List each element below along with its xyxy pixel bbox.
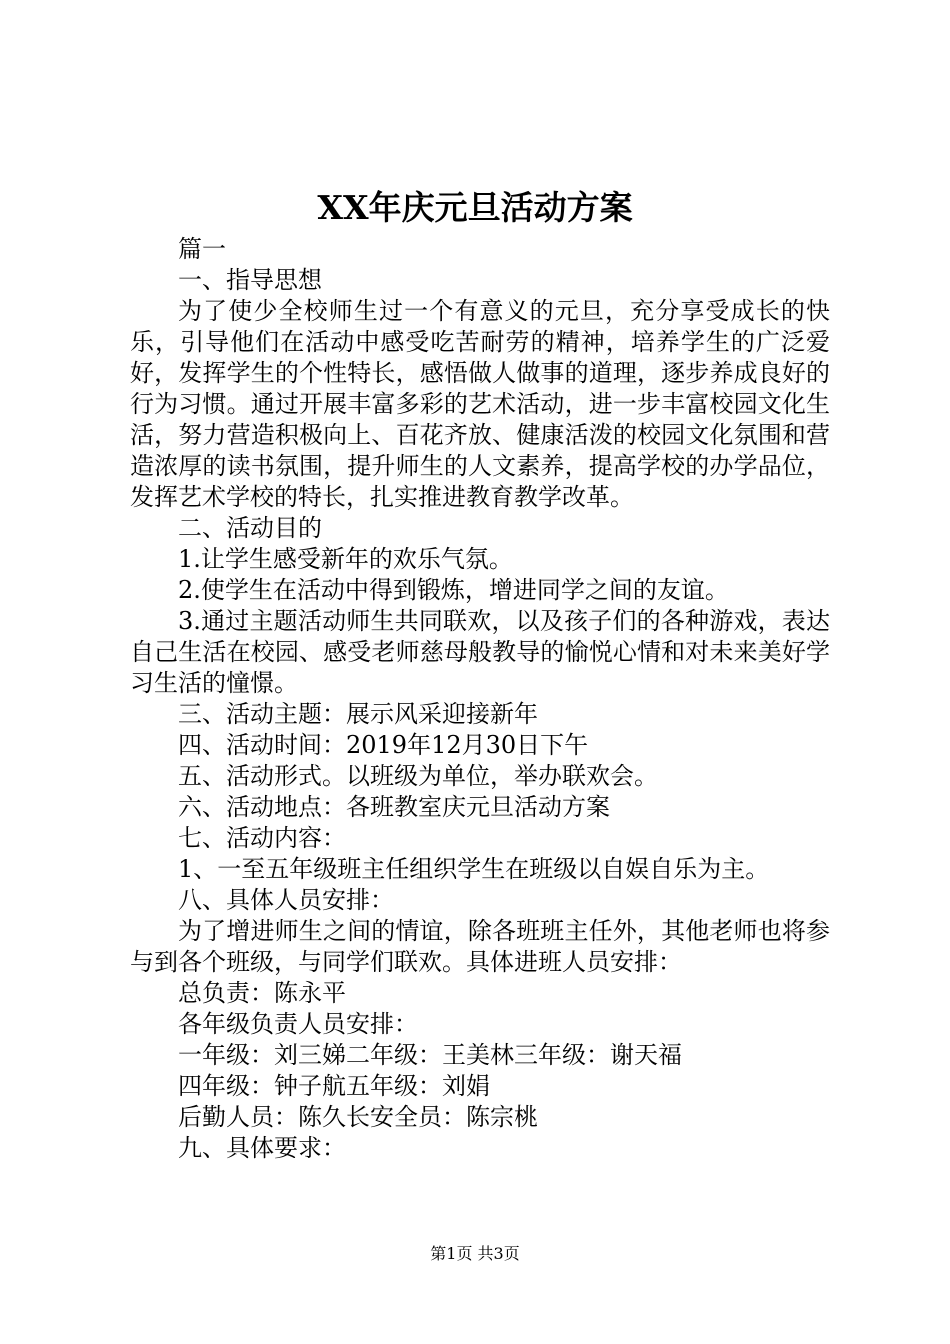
section-heading: 九、具体要求： [178,1134,346,1162]
page-number: 第1页 共3页 [430,1244,520,1263]
section-heading: 五、活动形式。以班级为单位，举办联欢会。 [178,762,658,790]
list-item: 一年级：刘三娣二年级：王美林三年级：谢天福 [178,1041,682,1069]
section-label: 篇一 [178,235,226,263]
body-paragraph: 为了增进师生之间的情谊，除各班班主任外，其他老师也将参与到各个班级，与同学们联欢。具体进班人员安排： [130,917,830,976]
section-heading: 二、活动目的 [178,514,322,542]
document-title: XX年庆元旦活动方案 [317,188,633,227]
list-item: 1、一至五年级班主任组织学生在班级以自娱自乐为主。 [178,855,770,883]
section-heading: 四、活动时间：2019年12月30日下午 [178,731,589,759]
list-item: 1.让学生感受新年的欢乐气氛。 [178,545,513,573]
body-paragraph: 为了使少全校师生过一个有意义的元旦，充分享受成长的快乐，引导他们在活动中感受吃苦耐劳的精神，培养学生的广泛爱好，发挥学生的个性特长，感悟做人做事的道理，逐步养成良好的行为习惯。通过开展丰富多彩的艺术活动，进一步丰富校园文化生活，努力营造积极向上、百花齐放、健康活泼的校园文化氛围和营造浓厚的读书氛围，提升师生的人文素养，提高学校的办学品位，发挥艺术学校的特长，扎实推进教育教学改革。 [130,297,830,511]
list-item: 总负责：陈永平 [178,979,346,1007]
section-heading: 三、活动主题：展示风采迎接新年 [178,700,538,728]
list-item: 四年级：钟子航五年级：刘娟 [178,1072,490,1100]
section-heading: 八、具体人员安排： [178,886,394,914]
list-item: 3.通过主题活动师生共同联欢，以及孩子们的各种游戏，表达自己生活在校园、感受老师慈母般教导的愉悦心情和对未来美好学习生活的憧憬。 [130,607,830,697]
section-heading: 六、活动地点：各班教室庆元旦活动方案 [178,793,610,821]
list-item: 2.使学生在活动中得到锻炼，增进同学之间的友谊。 [178,576,729,604]
list-item: 各年级负责人员安排： [178,1010,418,1038]
document-body [130,234,830,1164]
list-item: 后勤人员：陈久长安全员：陈宗桃 [178,1103,538,1131]
section-heading: 七、活动内容： [178,824,346,852]
section-heading: 一、指导思想 [178,266,322,294]
